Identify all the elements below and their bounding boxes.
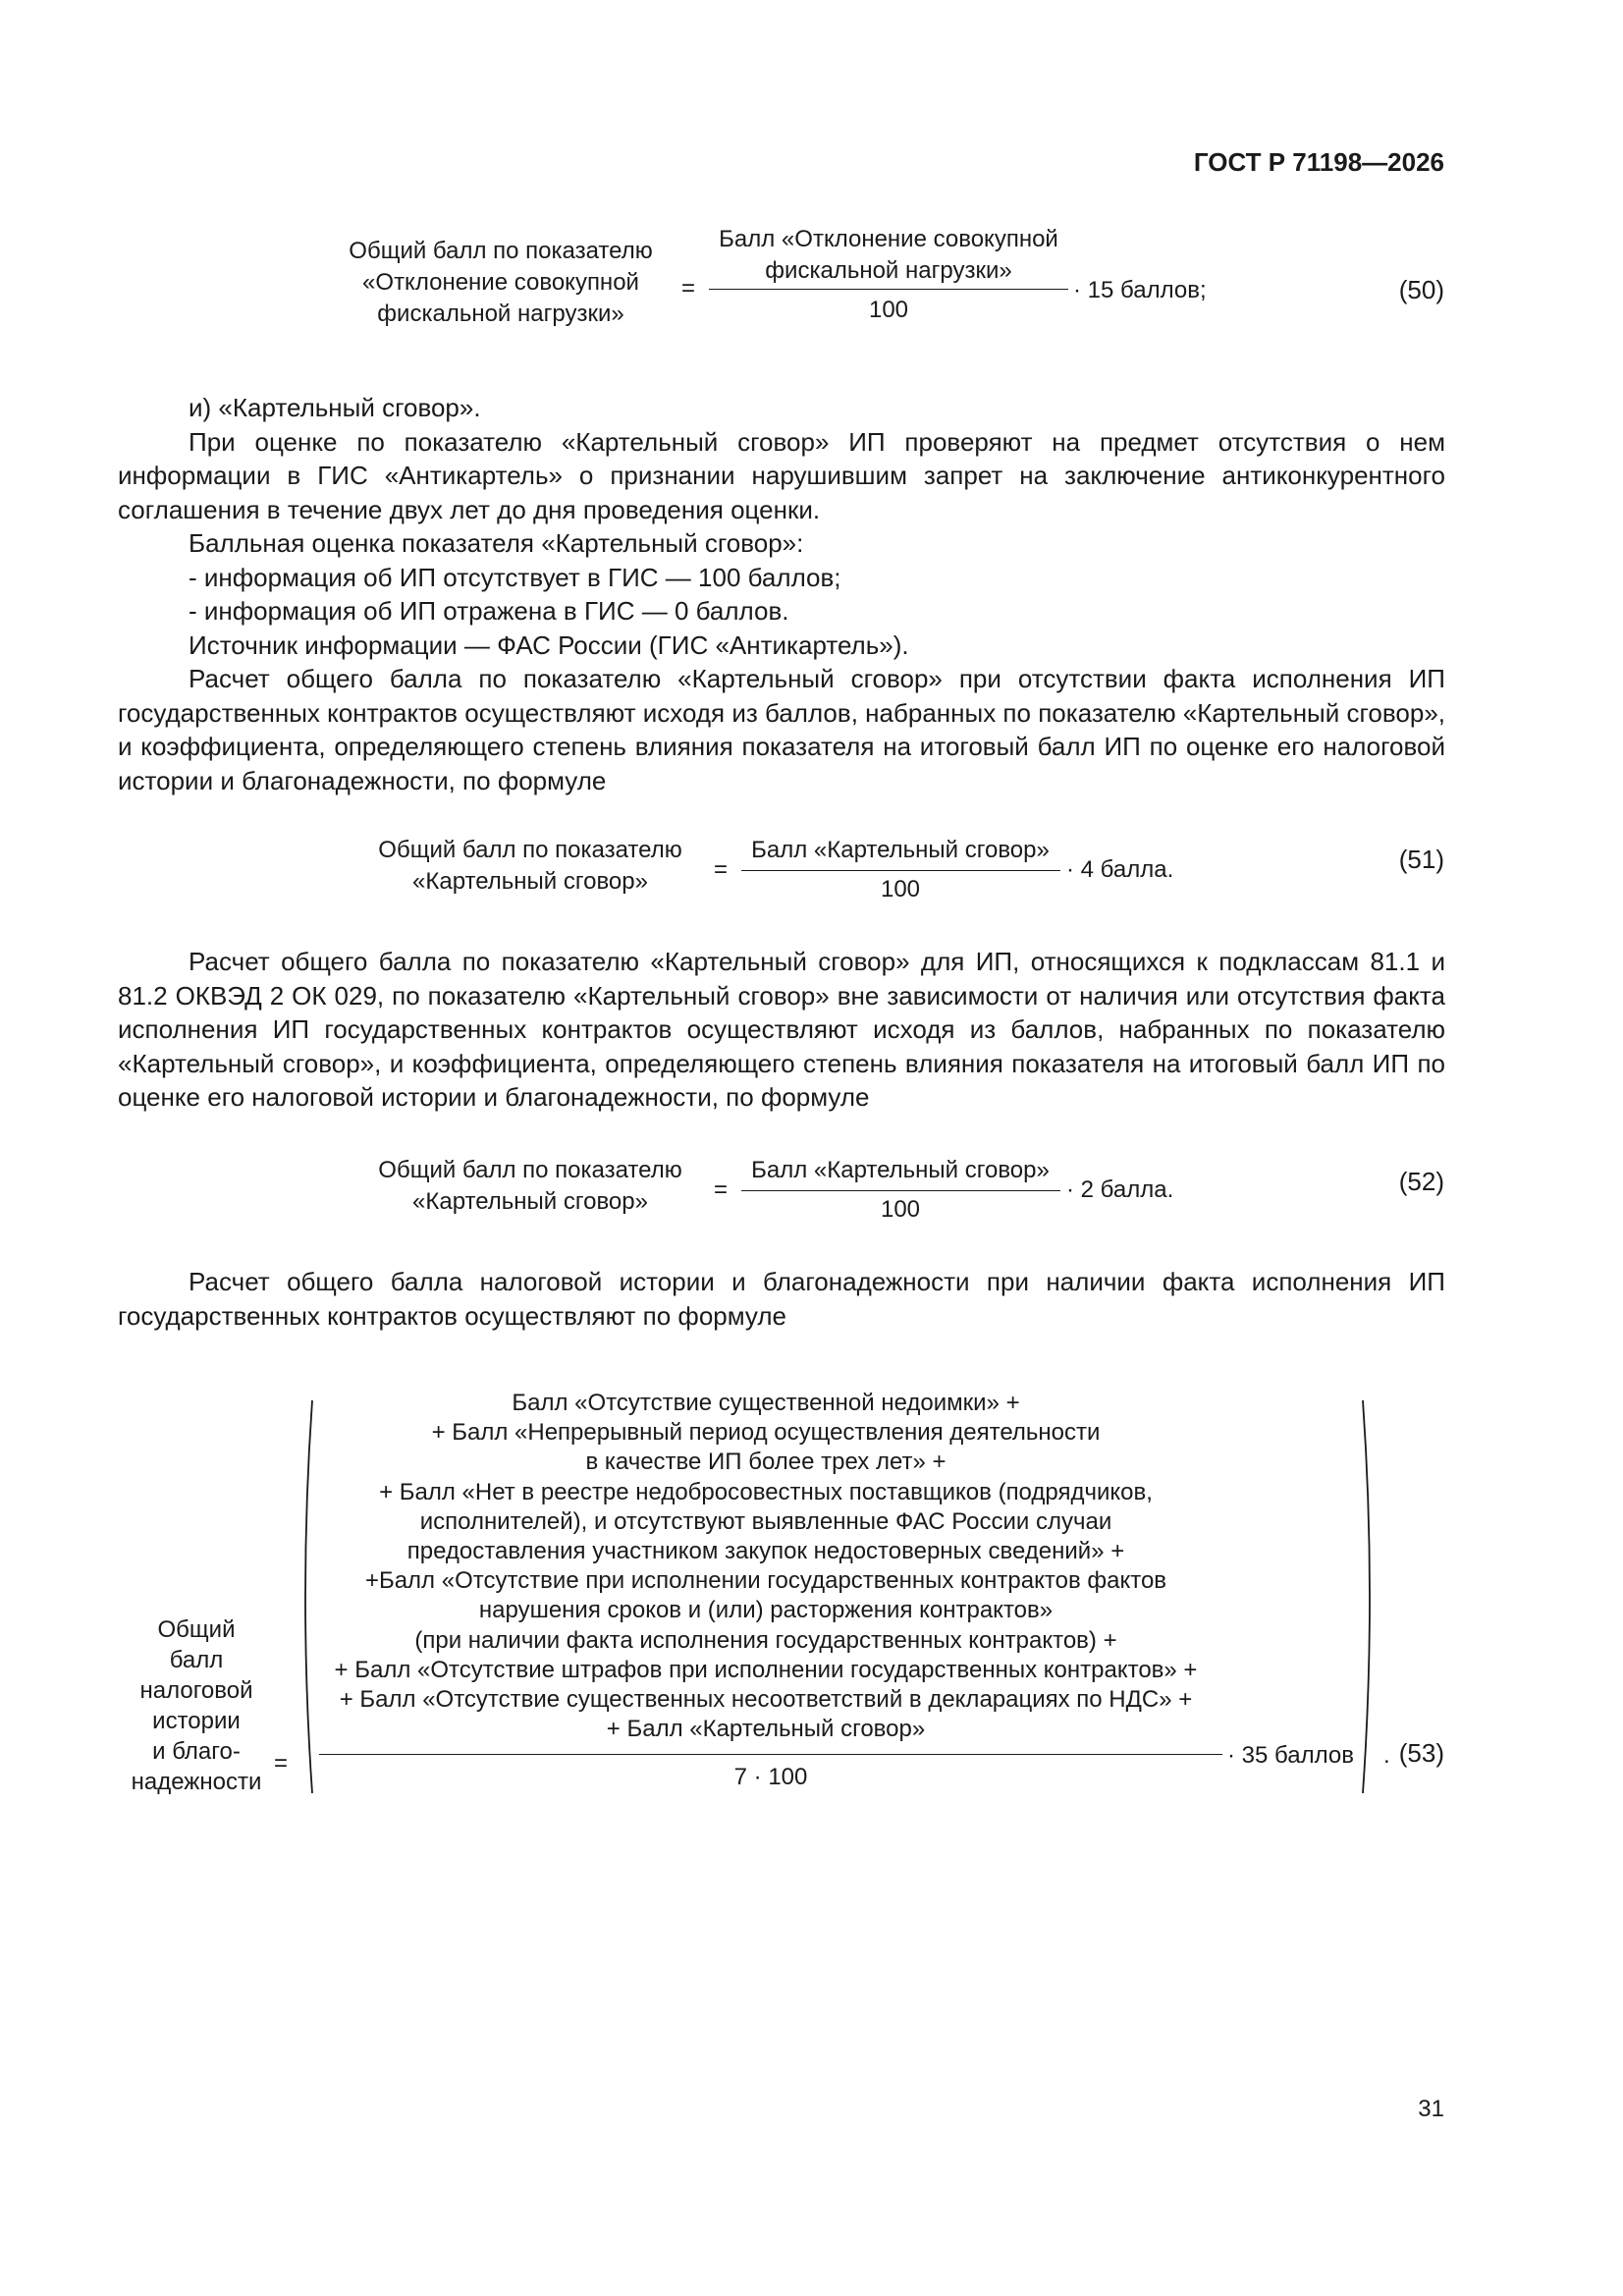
formula-52-number: (52) [1398,1167,1444,1196]
formula-50-equals: = [681,275,696,301]
formula-51-numerator: Балл «Картельный сговор» [751,837,1050,863]
formula-53-fraction-line [319,1754,1222,1755]
paragraph: Источник информации — ФАС России (ГИС «Антикартель»). [189,629,909,660]
formula-50-lhs: Общий балл по показателю «Отклонение совокупной фискальной нагрузки» [349,238,653,327]
formula-52-equals: = [714,1176,729,1203]
formula-53-numerator: Балл «Отсутствие существенной недоимки» + + Балл «Непрерывный период осуществления деятельности в качестве ИП более трех лет» + + Балл «Нет в реестре недобросовестных поставщиков (подрядчиков, исполнителей), и отсутствуют выявленные ФАС России случаи предоставления участником закупок недостоверных сведений» + +Балл «Отсутствие при исполнении государственных контрактов фактов нарушения сроков и (или) расторжения контрактов» (при наличии факта исполнения государственных контрактов) + + Балл «Отсутствие штрафов при исполнении государственных контрактов» + + Балл «Отсутствие существенных несоответствий в декларациях по НДС» + + Балл «Картельный сговор» [334,1390,1198,1743]
formula-50-number: (50) [1398,275,1444,304]
formula-53-denominator: 7 · 100 [733,1764,808,1790]
paragraph: Балльная оценка показателя «Картельный сговор»: [189,528,804,558]
body-text-3 [118,1265,1445,1333]
list-item-i: и) «Картельный сговор». [189,393,481,422]
paragraph: Расчет общего балла по показателю «Картельный сговор» при отсутствии факта исполнения ИП государственных контрактов осуществляют исходя из баллов, набранных по показателю «Картельный сговор», и коэффициента, определяющего степень влияния показателя на итоговый балл ИП по оценке его налоговой истории и благонадежности, по формуле [118,664,1445,795]
list-item: - информация об ИП отражена в ГИС — 0 баллов. [189,596,789,626]
formula-53-equals: = [274,1750,289,1777]
formula-50-factor: · 15 баллов; [1073,277,1207,303]
formula-52-fraction-line [741,1190,1060,1191]
formula-52-lhs: Общий балл по показателю «Картельный сговор» [378,1157,682,1215]
formula-50-fraction-line [709,289,1068,290]
body-text-1 [118,391,1445,797]
paragraph: При оценке по показателю «Картельный сговор» ИП проверяют на предмет отсутствия о нем информации в ГИС «Антикартель» о признании нарушившим запрет на заключение антиконкурентного соглашения в течение двух лет до дня проведения оценки. [118,426,1445,524]
standard-header: ГОСТ Р 71198—2026 [1193,147,1444,177]
formula-50-denominator: 100 [868,297,909,323]
right-parenthesis-icon [1359,1396,1380,1797]
page-number: 31 [1418,2096,1444,2122]
formula-52-denominator: 100 [880,1196,921,1223]
formula-52-numerator: Балл «Картельный сговор» [751,1157,1050,1183]
formula-51-denominator: 100 [880,876,921,902]
formula-53-factor: · 35 баллов [1227,1742,1354,1769]
formula-51-number: (51) [1398,845,1444,874]
formula-50-numerator: Балл «Отклонение совокупной фискальной нагрузки» [719,226,1058,284]
formula-53-period: . [1383,1742,1390,1769]
paragraph: Расчет общего балла по показателю «Картельный сговор» для ИП, относящихся к подклассам 81.1 и 81.2 ОКВЭД 2 ОК 029, по показателю «Картельный сговор» вне зависимости от наличия или отсутствия факта исполнения ИП государственных контрактов осуществляют исходя из баллов, набранных по показателю «Картельный сговор», и коэффициента, определяющего степень влияния показателя на итоговый балл ИП по оценке его налоговой истории и благонадежности, по формуле [118,947,1445,1112]
body-text-2 [118,945,1445,1115]
formula-51-lhs: Общий балл по показателю «Картельный сговор» [378,837,682,895]
formula-53-number: (53) [1398,1738,1444,1768]
formula-52-factor: · 2 балла. [1066,1176,1174,1203]
formula-51-equals: = [714,856,729,883]
formula-53-lhs: Общий балл налоговой истории и благо- надежности [131,1616,262,1795]
paragraph: Расчет общего балла налоговой истории и благонадежности при наличии факта исполнения ИП государственных контрактов осуществляют по формуле [118,1267,1445,1331]
list-item: - информация об ИП отсутствует в ГИС — 100 баллов; [189,562,841,592]
formula-51-factor: · 4 балла. [1066,856,1174,883]
formula-51-fraction-line [741,870,1060,871]
